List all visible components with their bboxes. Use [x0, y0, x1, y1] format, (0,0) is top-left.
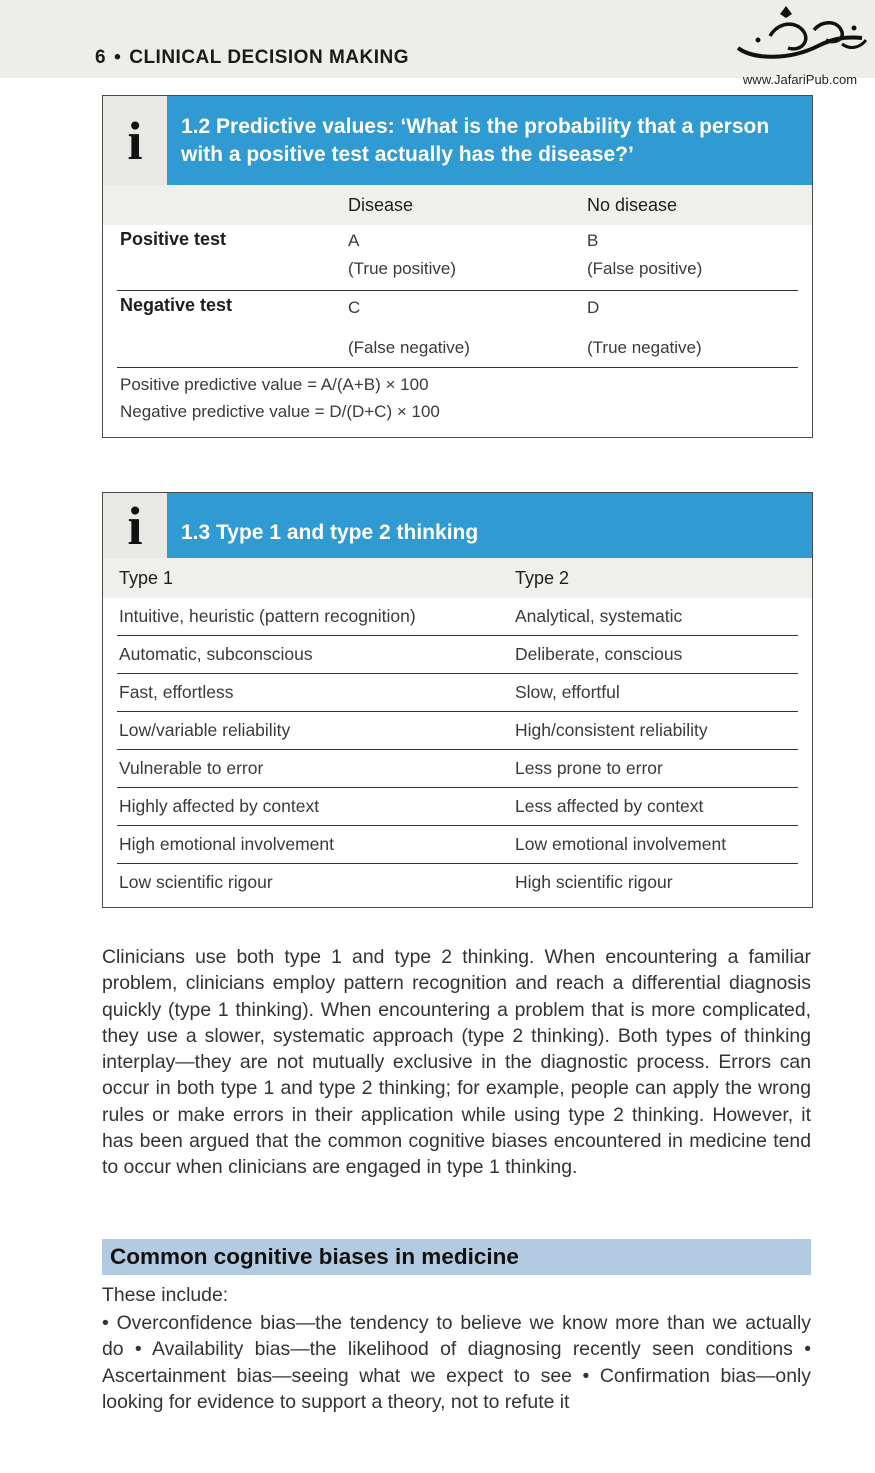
table-row [117, 826, 798, 864]
column-header-row [103, 558, 812, 598]
info-icon: i [103, 96, 167, 185]
table-row [117, 864, 798, 901]
box-header [103, 493, 812, 558]
cell-b-letter: B [587, 231, 599, 250]
calligraphy-logo-icon [730, 4, 870, 70]
box-predictive-values [102, 95, 813, 438]
formula-npv: Negative predictive value = D/(D+C) × 100 [120, 402, 440, 421]
table-row [117, 788, 798, 826]
cell-b-desc: (False positive) [587, 259, 703, 278]
box-title [167, 96, 812, 185]
column-header-type1: Type 1 [119, 567, 174, 588]
type1-cell: Fast, effortless [119, 682, 234, 702]
info-icon: i [103, 493, 167, 558]
type2-cell: Slow, effortful [515, 682, 620, 702]
cell-a-desc: (True positive) [348, 259, 457, 278]
bias-list: • Overconfidence bias—the tendency to believe we know more than we actually do • Availability bias—the likelihood of diagnosing recently seen conditions • Ascertainment bias—seeing what we expect to see • Confirmation bias—only looking for evidence to support a theory, not to refute it [102, 1312, 811, 1413]
type2-cell: High scientific rigour [515, 872, 673, 892]
section-heading: Common cognitive biases in medicine [102, 1239, 811, 1275]
column-header-disease: Disease [348, 194, 414, 215]
table-row [117, 636, 798, 674]
formula-ppv: Positive predictive value = A/(A+B) × 100 [120, 375, 429, 394]
cell-c-desc: (False negative) [348, 338, 470, 357]
box-header [103, 96, 812, 185]
cell-a [348, 227, 456, 283]
type1-cell: Vulnerable to error [119, 758, 264, 778]
row-divider [117, 290, 798, 291]
intro-line: These include: [102, 1284, 229, 1306]
table-row [117, 598, 798, 636]
cell-a-letter: A [348, 231, 360, 250]
type1-cell: Low scientific rigour [119, 872, 273, 892]
type2-cell: Analytical, systematic [515, 606, 683, 626]
type2-cell: Less affected by context [515, 796, 704, 816]
column-header-type2: Type 2 [515, 567, 570, 588]
box-title: 1.3 Type 1 and type 2 thinking [167, 493, 812, 558]
cell-c-letter: C [348, 298, 361, 317]
box-title-line2: with a positive test actually has the disease?’ [181, 142, 634, 166]
body-paragraph: Clinicians use both type 1 and type 2 thinking. When encountering a familiar problem, clinicians employ pattern recognition and reach a differential diagnosis quickly (type 1 thinking). When encountering a problem that is more complicated, they use a slower, systematic approach (type 2 thinking). Both types of thinking interplay—they are not mutually exclusive in the diagnostic process. Errors can occur in both type 1 and type 2 thinking; for example, people can apply the wrong rules or make errors in their application while using type 2 thinking. However, it has been argued that the common cognitive biases encountered in medicine tend to occur when clinicians are engaged in type 1 thinking. [102, 946, 811, 1179]
type1-cell: Highly affected by context [119, 796, 320, 816]
type2-cell: Deliberate, conscious [515, 644, 683, 664]
section-title: CLINICAL DECISION MAKING [129, 47, 409, 68]
type-thinking-table-body [103, 598, 812, 901]
row-label-positive: Positive test [120, 229, 227, 249]
cell-d-desc: (True negative) [587, 338, 702, 357]
header-separator: • [114, 47, 122, 68]
type1-cell: Automatic, subconscious [119, 644, 313, 664]
logo-url: www.JafariPub.com [742, 72, 858, 87]
type2-cell: Low emotional involvement [515, 834, 727, 854]
type1-cell: Intuitive, heuristic (pattern recognition) [119, 606, 416, 626]
running-head [95, 47, 409, 69]
type2-cell: High/consistent reliability [515, 720, 708, 740]
row-divider [117, 367, 798, 368]
publisher-logo [730, 4, 870, 90]
box-type-thinking [102, 492, 813, 908]
page-number: 6 [95, 47, 107, 68]
type1-cell: High emotional involvement [119, 834, 334, 854]
table-row [117, 712, 798, 750]
box-title-line1: 1.2 Predictive values: ‘What is the probability that a person [181, 114, 770, 138]
cell-b [587, 227, 702, 283]
formulas [120, 371, 440, 425]
row-label-negative: Negative test [120, 295, 233, 315]
column-header-no-disease: No disease [587, 194, 678, 215]
type2-cell: Less prone to error [515, 758, 663, 778]
table-row [117, 750, 798, 788]
type1-cell: Low/variable reliability [119, 720, 291, 740]
contingency-table [103, 225, 812, 435]
table-row [117, 674, 798, 712]
column-header-row [103, 185, 812, 225]
cell-d-letter: D [587, 298, 600, 317]
